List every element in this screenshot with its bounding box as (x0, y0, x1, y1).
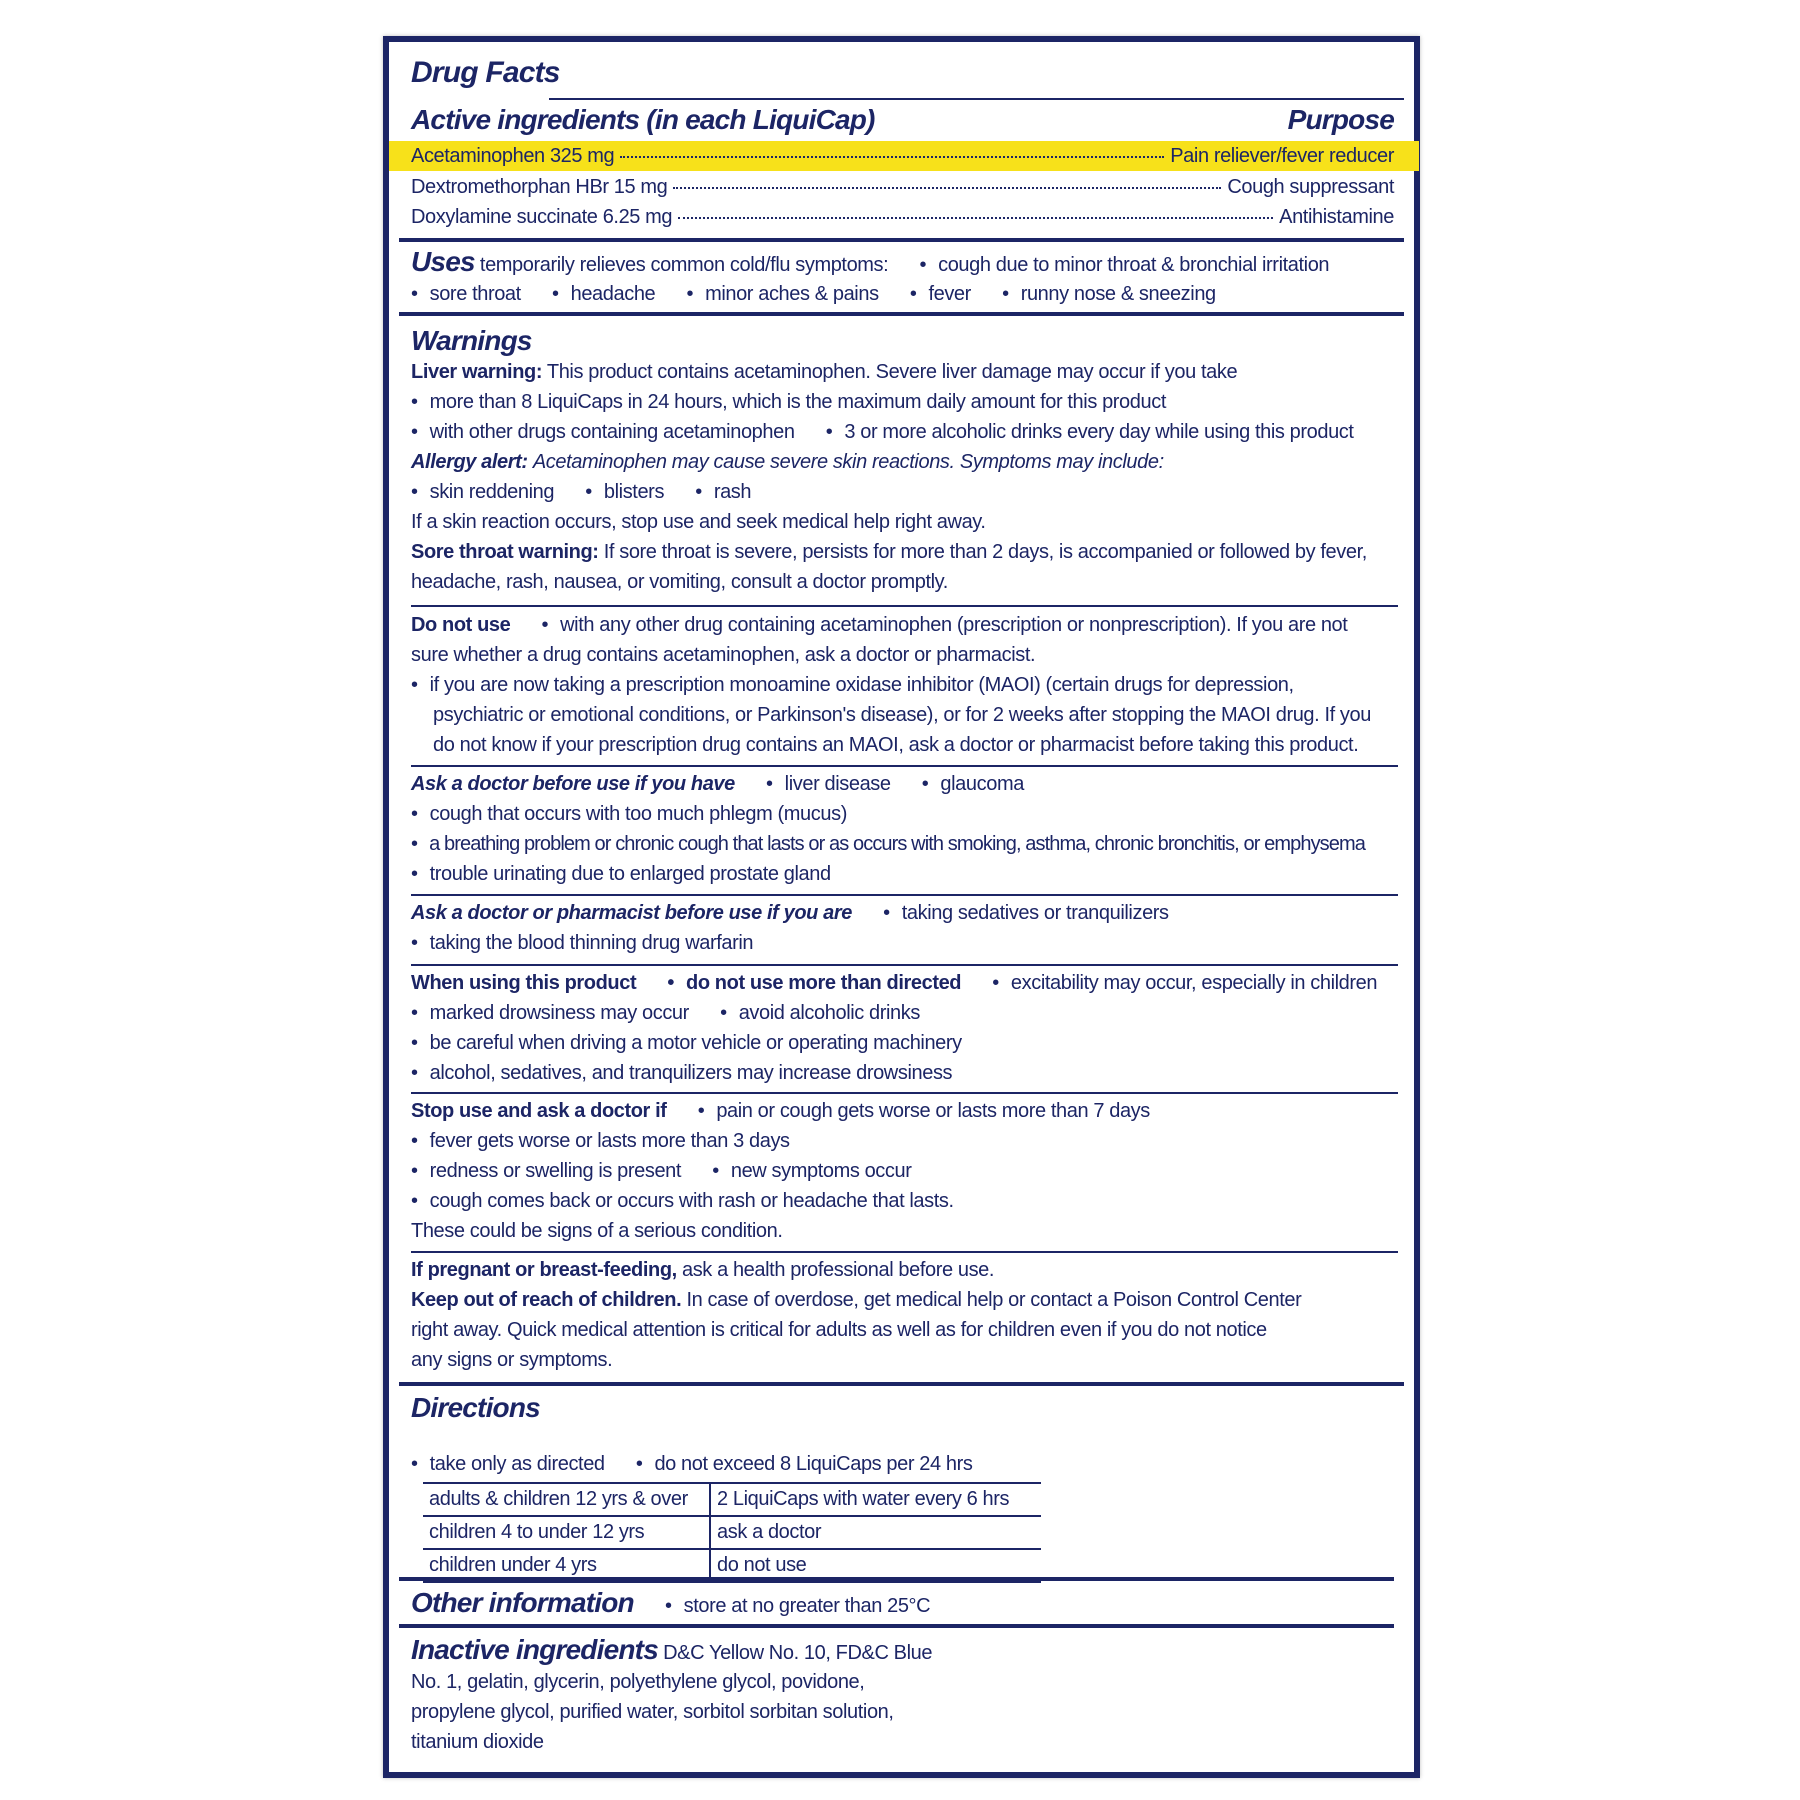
uses-item: • sore throat (411, 283, 521, 305)
liver-text: This product contains acetaminophen. Severe liver damage may occur if you take (546, 361, 1238, 383)
liver-item-text: • more than 8 LiquiCaps in 24 hours, which is the maximum daily amount for this product (411, 391, 1166, 413)
when-item: • alcohol, sedatives, and tranquilizers may increase drowsiness (411, 1062, 952, 1084)
liver-item-row (411, 420, 1354, 444)
keep-text-3: any signs or symptoms. (411, 1349, 613, 1371)
ingredient-row (411, 205, 1394, 229)
inactive-text: D&C Yellow No. 10, FD&C Blue (663, 1642, 933, 1664)
when-row (411, 1031, 962, 1055)
uses-item: • runny nose & sneezing (1002, 283, 1216, 305)
divider (549, 98, 1404, 100)
stop-use (411, 1099, 1150, 1123)
allergy-item: • rash (695, 481, 751, 503)
askdoc-item: • glaucoma (922, 773, 1024, 795)
divider (399, 312, 1404, 316)
purpose-heading: Purpose (1287, 104, 1394, 135)
table-cell-who: children under 4 yrs (423, 1549, 710, 1582)
active-ingredients-heading: Active ingredients (in each LiquiCap) (411, 104, 875, 135)
ingredient-name: Dextromethorphan HBr 15 mg (411, 176, 668, 198)
allergy-items (411, 480, 751, 504)
uses-item: • cough due to minor throat & bronchial irritation (920, 254, 1330, 276)
directions-items (411, 1452, 972, 1476)
divider (411, 1092, 1398, 1094)
stop-item: • fever gets worse or lasts more than 3 days (411, 1130, 790, 1152)
stop-item: • redness or swelling is present (411, 1160, 681, 1182)
askdoc-row (411, 802, 847, 826)
keep-text-2: right away. Quick medical attention is critical for adults as well as for children even if you do not notice (411, 1319, 1267, 1341)
allergy-label: Allergy alert: (411, 451, 528, 473)
table-cell-dose: 2 LiquiCaps with water every 6 hrs (710, 1483, 1041, 1516)
when-row (411, 1001, 920, 1025)
askdoc-item: • a breathing problem or chronic cough that lasts or as occurs with smoking, asthma, chronic bronchitis, or emphysema (411, 833, 1365, 855)
askdoc-row (411, 862, 831, 886)
divider (399, 1624, 1394, 1628)
ingredient-name: Acetaminophen 325 mg (411, 145, 615, 167)
uses-item: • fever (910, 283, 971, 305)
askdoc-item: • liver disease (766, 773, 891, 795)
askpharm-label: Ask a doctor or pharmacist before use if you are (411, 902, 852, 924)
keep-text: In case of overdose, get medical help or contact a Poison Control Center (686, 1289, 1302, 1311)
allergy-text: Acetaminophen may cause severe skin reactions. Symptoms may include: (532, 451, 1164, 473)
askpharm-item: • taking sedatives or tranquilizers (883, 902, 1169, 924)
dnu-maoi-text: • if you are now taking a prescription monoamine oxidase inhibitor (MAOI) (certain drugs for depression, (411, 674, 1294, 696)
uses-item: • minor aches & pains (686, 283, 878, 305)
liver-warning (411, 360, 1237, 384)
other-heading: Other information (411, 1587, 634, 1618)
uses-line-2 (411, 282, 1216, 306)
directions-item: • take only as directed (411, 1453, 605, 1475)
askdoc-item: • cough that occurs with too much phlegm (mucus) (411, 803, 847, 825)
dnu-maoi-3: do not know if your prescription drug contains an MAOI, ask a doctor or pharmacist before taking this product. (433, 734, 1359, 756)
ingredient-purpose: Antihistamine (1279, 206, 1394, 228)
stop-item: • pain or cough gets worse or lasts more than 7 days (698, 1100, 1150, 1122)
askdoc-row (411, 832, 1365, 856)
allergy-item: • skin reddening (411, 481, 554, 503)
when-item: • excitability may occur, especially in children (992, 972, 1377, 994)
drug-facts-panel (383, 36, 1420, 1778)
ask-doctor (411, 772, 1024, 796)
stop-item: • new symptoms occur (712, 1160, 911, 1182)
sore-label: Sore throat warning: (411, 541, 599, 563)
uses-heading: Uses (411, 246, 475, 277)
other-information (411, 1587, 930, 1619)
allergy-alert (411, 450, 1164, 474)
dnu-text: • with any other drug containing acetaminophen (prescription or nonprescription). If you are not (542, 614, 1348, 636)
directions-item: • do not exceed 8 LiquiCaps per 24 hrs (636, 1453, 973, 1475)
liver-item (411, 390, 1166, 414)
sore-text-2: headache, rash, nausea, or vomiting, consult a doctor promptly. (411, 571, 948, 593)
allergy-item: • blisters (585, 481, 664, 503)
liver-label: Liver warning: (411, 361, 543, 383)
dnu-label: Do not use (411, 614, 511, 636)
dnu-maoi-1 (411, 673, 1294, 697)
preg-label: If pregnant or breast-feeding, (411, 1259, 677, 1281)
allergy-after: If a skin reaction occurs, stop use and seek medical help right away. (411, 511, 986, 533)
sore-text: If sore throat is severe, persists for more than 2 days, is accompanied or followed by fever, (603, 541, 1367, 563)
askpharm-row (411, 931, 753, 955)
table-row (423, 1516, 1041, 1549)
drug-facts-title: Drug Facts (411, 56, 560, 89)
dnu-text-2: sure whether a drug contains acetaminophen, ask a doctor or pharmacist. (411, 644, 1036, 666)
stop-row (411, 1189, 954, 1213)
inactive-ingredients (411, 1634, 932, 1666)
sore-throat-warning (411, 540, 1367, 564)
inactive-text-4: titanium dioxide (411, 1731, 544, 1753)
divider (411, 605, 1398, 607)
warnings-heading: Warnings (411, 325, 532, 356)
stop-after: These could be signs of a serious condition. (411, 1220, 783, 1242)
divider (411, 964, 1398, 966)
when-item: • do not use more than directed (667, 972, 961, 994)
when-row (411, 1061, 952, 1085)
stop-label: Stop use and ask a doctor if (411, 1100, 667, 1122)
when-item: • avoid alcoholic drinks (720, 1002, 920, 1024)
table-cell-dose: ask a doctor (710, 1516, 1041, 1549)
askdoc-label: Ask a doctor before use if you have (411, 773, 735, 795)
ingredient-name: Doxylamine succinate 6.25 mg (411, 206, 673, 228)
askpharm-item: • taking the blood thinning drug warfarin (411, 932, 753, 954)
uses-intro: temporarily relieves common cold/flu symptoms: (479, 254, 889, 276)
liver-item-text: • with other drugs containing acetaminophen (411, 421, 795, 443)
uses-line-1 (411, 246, 1329, 278)
ingredient-row (411, 144, 1394, 168)
preg-text: ask a health professional before use. (681, 1259, 995, 1281)
table-cell-who: children 4 to under 12 yrs (423, 1516, 710, 1549)
directions-heading: Directions (411, 1392, 540, 1423)
when-label: When using this product (411, 972, 637, 994)
divider (411, 765, 1398, 767)
ingredient-row (411, 175, 1394, 199)
liver-item-text: • 3 or more alcoholic drinks every day while using this product (826, 421, 1354, 443)
pregnancy-warning (411, 1258, 994, 1282)
divider (399, 1577, 1394, 1581)
other-text: • store at no greater than 25°C (665, 1595, 930, 1617)
stop-row (411, 1129, 790, 1153)
when-item: • marked drowsiness may occur (411, 1002, 689, 1024)
ingredient-purpose: Pain reliever/fever reducer (1170, 145, 1394, 167)
keep-out-warning (411, 1288, 1301, 1312)
uses-item: • headache (552, 283, 655, 305)
divider (411, 894, 1398, 896)
inactive-text-3: propylene glycol, purified water, sorbitol sorbitan solution, (411, 1701, 894, 1723)
askdoc-item: • trouble urinating due to enlarged prostate gland (411, 863, 831, 885)
when-item: • be careful when driving a motor vehicle or operating machinery (411, 1032, 962, 1054)
ingredient-purpose: Cough suppressant (1227, 176, 1394, 198)
stop-item: • cough comes back or occurs with rash or headache that lasts. (411, 1190, 954, 1212)
when-using (411, 971, 1377, 995)
divider (399, 1382, 1404, 1386)
ask-pharmacist (411, 901, 1169, 925)
table-row (423, 1483, 1041, 1516)
divider (411, 1251, 1398, 1253)
divider (399, 238, 1404, 242)
inactive-heading: Inactive ingredients (411, 1634, 658, 1665)
dnu-maoi-2: psychiatric or emotional conditions, or Parkinson's disease), or for 2 weeks after stopping the MAOI drug. If you (433, 704, 1371, 726)
table-cell-dose: do not use (710, 1549, 1041, 1582)
directions-table (423, 1482, 1041, 1583)
table-cell-who: adults & children 12 yrs & over (423, 1483, 710, 1516)
stop-row (411, 1159, 912, 1183)
inactive-text-2: No. 1, gelatin, glycerin, polyethylene glycol, povidone, (411, 1671, 865, 1693)
keep-label: Keep out of reach of children. (411, 1289, 682, 1311)
do-not-use (411, 613, 1347, 637)
